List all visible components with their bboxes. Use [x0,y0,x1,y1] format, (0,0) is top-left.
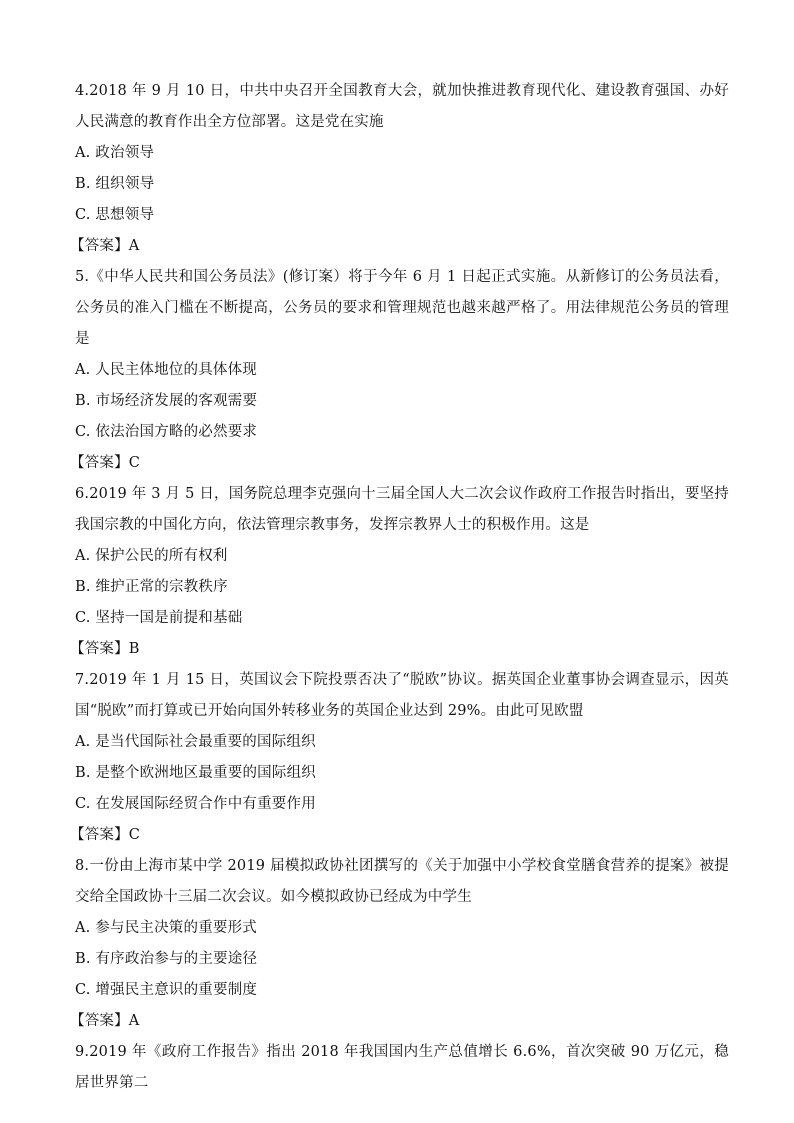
option-a: A. 人民主体地位的具体体现 [75,362,257,378]
question-stem: 9.2019 年《政府工作报告》指出 2018 年我国国内生产总值增长 6.6%，首次突破 90 万亿元，稳居世界第二 [75,1044,729,1091]
option-a: A. 是当代国际社会最重要的国际组织 [75,734,316,750]
answer-label: 【答案】A [70,1013,140,1029]
question-stem: 6.2019 年 3 月 5 日，国务院总理李克强向十三届全国人大二次会议作政府工作报告时指出，要坚持我国宗教的中国化方向，依法管理宗教事务，发挥宗教界人士的积极作用。这是 [75,486,729,533]
question-7 [70,665,729,851]
option-a: A. 保护公民的所有权利 [75,548,228,564]
option-c: C. 增强民主意识的重要制度 [75,982,258,998]
answer-label: 【答案】A [70,238,140,254]
option-a: A. 政治领导 [75,145,155,161]
option-c: C. 在发展国际经贸合作中有重要作用 [75,796,316,812]
option-b: B. 市场经济发展的客观需要 [75,393,258,409]
option-b: B. 组织领导 [75,176,155,192]
question-stem: 8.一份由上海市某中学 2019 届模拟政协社团撰写的《关于加强中小学校食堂膳食营养的提案》被提交给全国政协十三届二次会议。如今模拟政协已经成为中学生 [75,858,729,905]
option-c: C. 坚持一国是前提和基础 [75,610,243,626]
answer-label: 【答案】C [70,455,141,471]
question-stem: 5.《中华人民共和国公务员法》(修订案）将于今年 6 月 1 日起正式实施。从新修订的公务员法看，公务员的准入门槛在不断提高，公务员的要求和管理规范也越来越严格了。用法律规范公务员的管理是 [75,269,729,347]
option-b: B. 有序政治参与的主要途径 [75,951,258,967]
question-list [70,76,729,1099]
question-stem: 7.2019 年 1 月 15 日，英国议会下院投票否决了“脱欧”协议。据英国企业董事协会调查显示，因英国“脱欧”而打算或已开始向国外转移业务的英国企业达到 29%。由此可见欧盟 [75,672,729,719]
option-c: C. 依法治国方略的必然要求 [75,424,258,440]
option-b: B. 是整个欧洲地区最重要的国际组织 [75,765,316,781]
question-5 [70,262,729,479]
option-c: C. 思想领导 [75,207,155,223]
question-6 [70,479,729,665]
question-stem: 4.2018 年 9 月 10 日，中共中央召开全国教育大会，就加快推进教育现代化、建设教育强国、办好人民满意的教育作出全方位部署。这是党在实施 [75,83,729,130]
question-8 [70,851,729,1037]
question-9 [75,1037,729,1099]
answer-label: 【答案】B [70,641,140,657]
option-b: B. 维护正常的宗教秩序 [75,579,228,595]
option-a: A. 参与民主决策的重要形式 [75,920,257,936]
answer-label: 【答案】C [70,827,141,843]
question-4 [70,76,729,262]
